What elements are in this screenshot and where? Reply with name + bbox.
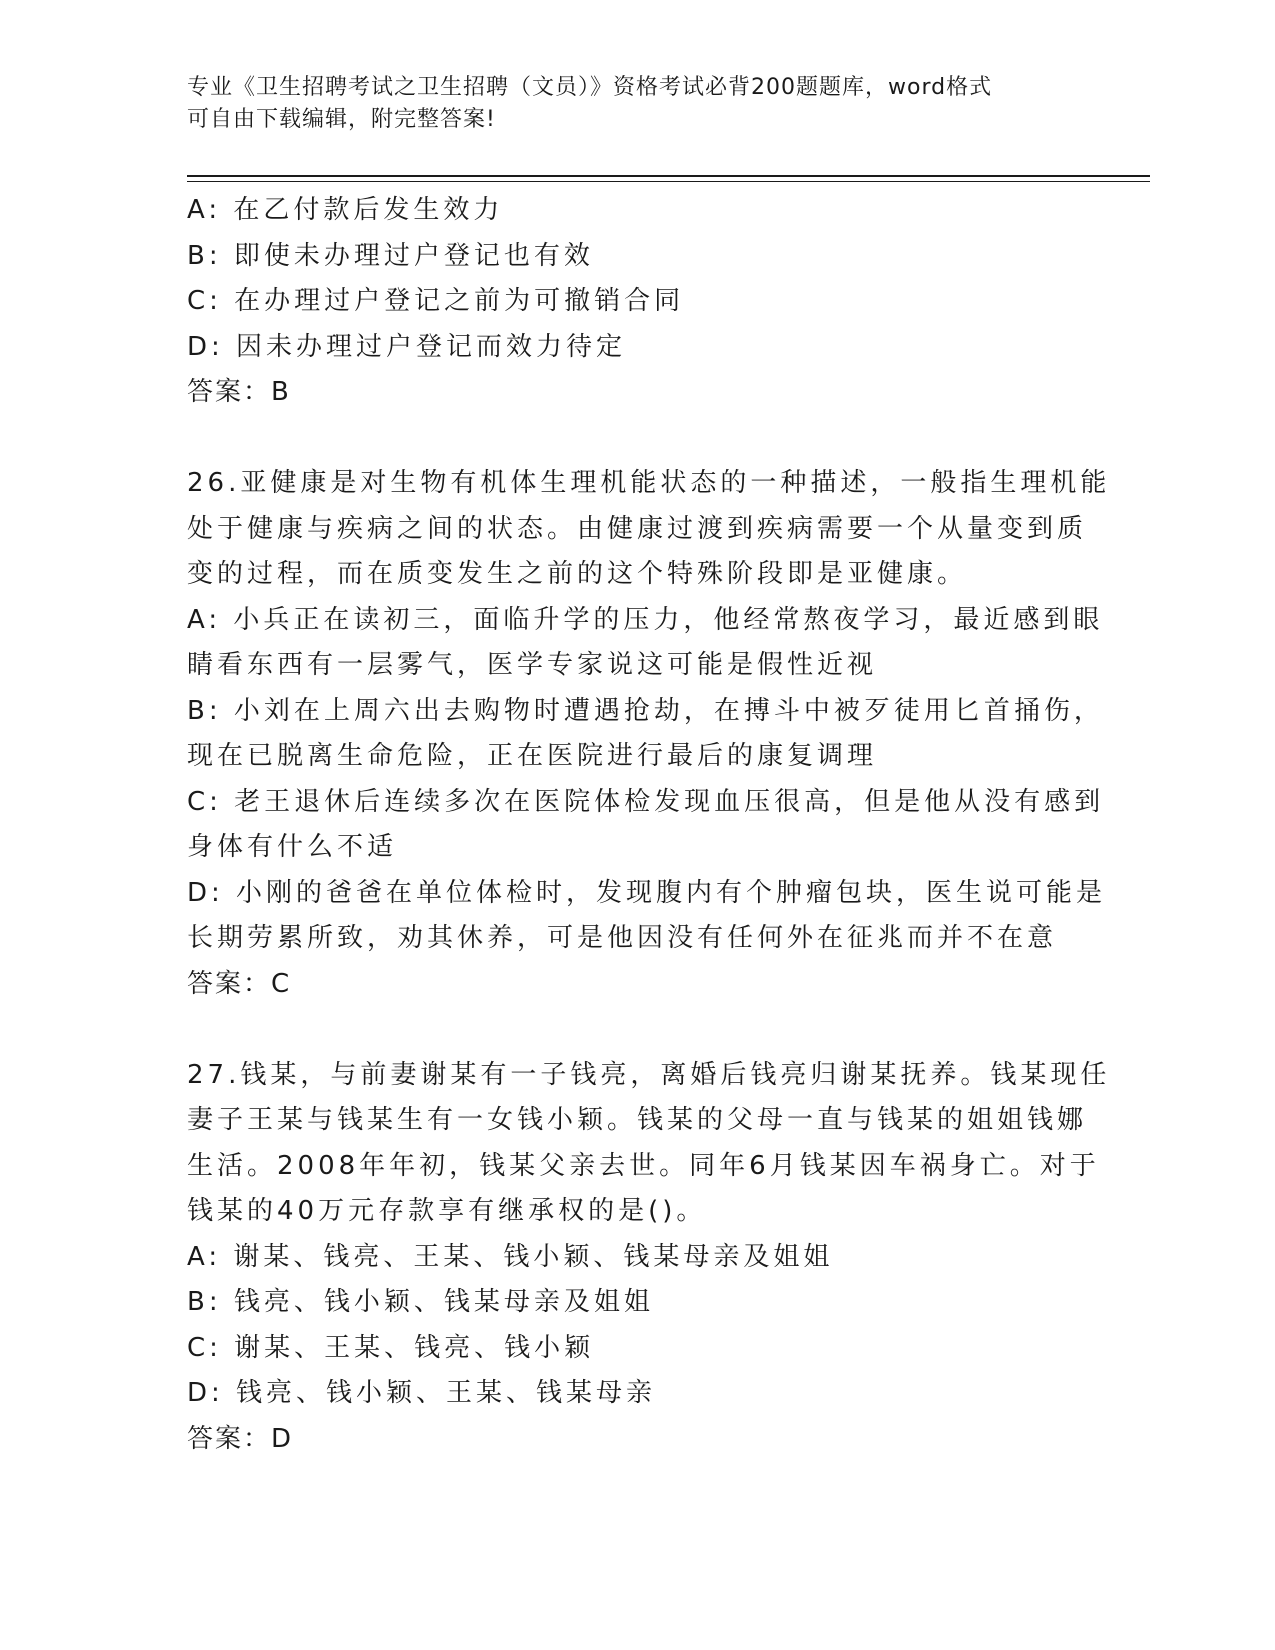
answer-line: 答案：B	[187, 377, 291, 407]
question-26-block	[187, 461, 1111, 1007]
option-b: B: 小刘在上周六出去购物时遭遇抢劫，在搏斗中被歹徒用匕首捅伤，	[187, 695, 1104, 726]
answer-line: 答案：D	[187, 1423, 294, 1454]
option-a-cont: 睛看东西有一层雾气，医学专家说这可能是假性近视	[187, 650, 878, 680]
option-b-cont: 现在已脱离生命危险，正在医院进行最后的康复调理	[187, 741, 878, 771]
option-a: A: 在乙付款后发生效力	[187, 195, 504, 225]
document-header	[187, 72, 1067, 136]
header-rule-thick	[187, 175, 1150, 177]
option-a: A: 小兵正在读初三，面临升学的压力，他经常熬夜学习，最近感到眼	[187, 604, 1104, 635]
answer-line: 答案：C	[187, 968, 292, 999]
option-d: D: 因未办理过户登记而效力待定	[187, 331, 627, 362]
question-27-block	[187, 1053, 1111, 1463]
option-a: A: 谢某、钱亮、王某、钱小颖、钱某母亲及姐姐	[187, 1241, 834, 1272]
question-stem-line: 生活。2008年年初，钱某父亲去世。同年6月钱某因车祸身亡。对于	[187, 1150, 1100, 1181]
spacer	[187, 416, 1087, 462]
question-stem-line: 妻子王某与钱某生有一女钱小颖。钱某的父母一直与钱某的姐姐钱娜	[187, 1105, 1088, 1135]
question-stem-line: 钱某的40万元存款享有继承权的是()。	[187, 1196, 707, 1226]
question-stem-line: 处于健康与疾病之间的状态。由健康过渡到疾病需要一个从量变到质	[187, 513, 1088, 544]
question-stem-line: 26.亚健康是对生物有机体生理机能状态的一种描述，一般指生理机能	[187, 468, 1111, 498]
question-stem-line: 27.钱某，与前妻谢某有一子钱亮，离婚后钱亮归谢某抚养。钱某现任	[187, 1059, 1111, 1090]
option-c: C: 在办理过户登记之前为可撤销合同	[187, 286, 685, 316]
option-d: D: 小刚的爸爸在单位体检时，发现腹内有个肿瘤包块，医生说可能是	[187, 877, 1107, 908]
option-d: D: 钱亮、钱小颖、王某、钱某母亲	[187, 1378, 657, 1408]
option-b: B: 钱亮、钱小颖、钱某母亲及姐姐	[187, 1287, 654, 1317]
question-stem-line: 变的过程，而在质变发生之前的这个特殊阶段即是亚健康。	[187, 559, 968, 589]
option-c-cont: 身体有什么不适	[187, 832, 398, 862]
option-b: B: 即使未办理过户登记也有效	[187, 240, 594, 271]
question-25-block	[187, 188, 1087, 416]
question-content	[187, 188, 1111, 1462]
header-line-1: 专业《卫生招聘考试之卫生招聘（文员）》资格考试必背200题题库，word格式	[187, 75, 993, 100]
header-line-2: 可自由下载编辑，附完整答案!	[187, 107, 496, 132]
option-c: C: 老王退休后连续多次在医院体检发现血压很高，但是他从没有感到	[187, 786, 1105, 817]
option-d-cont: 长期劳累所致，劝其休养，可是他因没有任何外在征兆而并不在意	[187, 923, 1058, 953]
header-rule-thin	[187, 181, 1150, 182]
spacer	[187, 1007, 1087, 1053]
option-c: C: 谢某、王某、钱亮、钱小颖	[187, 1332, 595, 1363]
